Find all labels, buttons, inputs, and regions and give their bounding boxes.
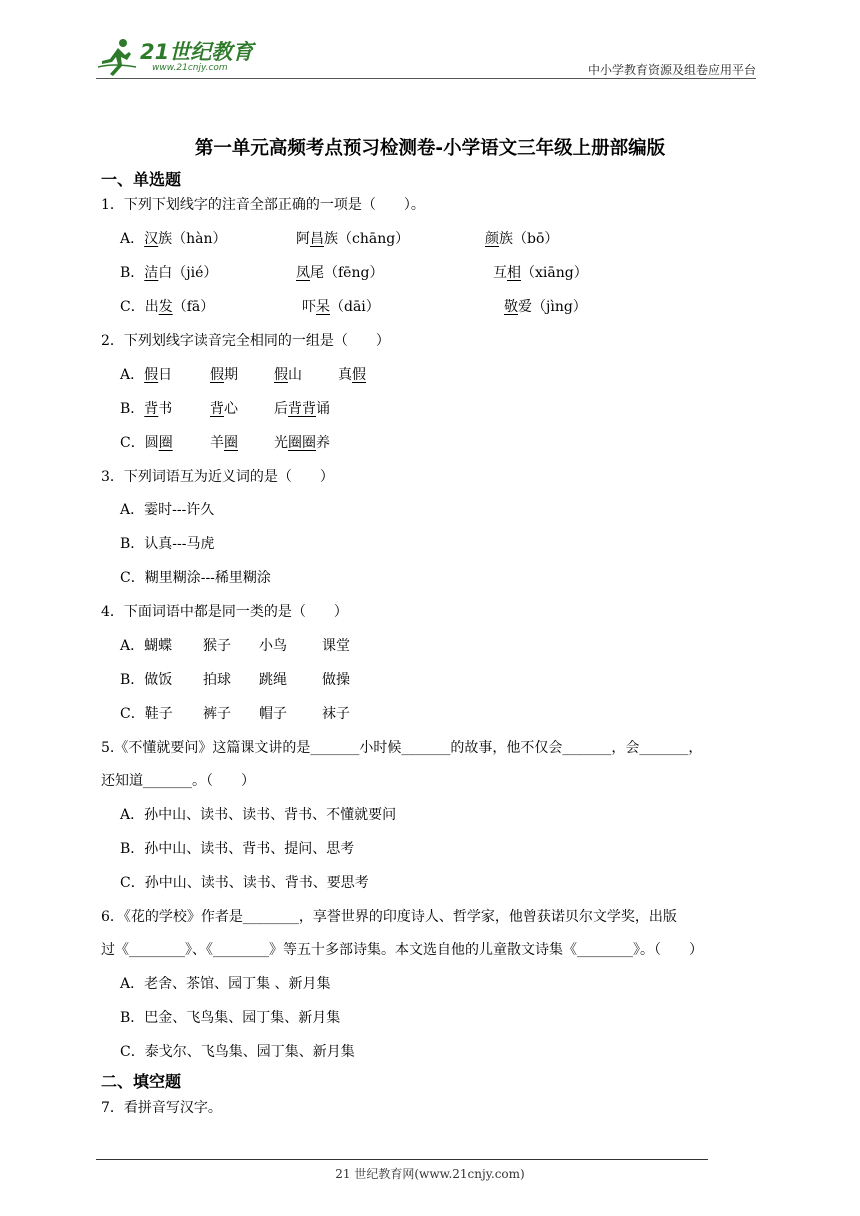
option-word: 做饭 (144, 672, 173, 688)
question-3-option-a[interactable]: A．霎时---许久 (120, 502, 215, 518)
option-word: 猴子 (203, 638, 231, 654)
question-4-option-c[interactable] (120, 704, 350, 724)
option-word: 小鸟 (259, 638, 287, 654)
option-label: A． (120, 367, 145, 383)
option-label: B． (120, 672, 145, 688)
option-text: 出 (144, 299, 159, 315)
question-1-stem: 1．下列下划线字的注音全部正确的一项是（ ）。 (101, 197, 425, 213)
underlined-char: 背 (210, 401, 224, 417)
option-word: 课堂 (322, 638, 350, 654)
option-text: 白（jié） (158, 265, 218, 281)
underlined-char: 颜 (485, 231, 499, 247)
question-6-option-b[interactable]: B．巴金、飞鸟集、园丁集、新月集 (120, 1010, 341, 1026)
question-6-stem-line-2: 过《________》、《________》等五十多部诗集。本文选自他的儿童散文诗集《________》。（ ） (101, 942, 703, 958)
option-text: 期 (224, 367, 238, 383)
option-text: 吓 (302, 299, 316, 315)
option-label: C． (120, 706, 145, 722)
underlined-char: 背 (144, 401, 159, 417)
question-2-option-a[interactable] (120, 365, 366, 385)
underlined-char: 背 (302, 401, 316, 417)
option-word: 跳绳 (259, 672, 287, 688)
question-4-option-a[interactable] (120, 636, 350, 656)
option-label: A． (120, 638, 145, 654)
option-text: 互 (493, 265, 507, 281)
underlined-char: 假 (274, 367, 288, 383)
platform-tagline: 中小学教育资源及组卷应用平台 (587, 63, 756, 77)
question-2-stem: 2．下列划线字读音完全相同的一组是（ ） (101, 333, 390, 349)
question-3-option-b[interactable]: B．认真---马虎 (120, 536, 215, 552)
underlined-char: 圈 (288, 435, 302, 451)
option-text: 日 (158, 367, 173, 383)
option-text: 族（hàn） (158, 231, 227, 247)
underlined-char: 假 (210, 367, 224, 383)
option-text: 心 (224, 401, 238, 417)
page-title: 第一单元高频考点预习检测卷-小学语文三年级上册部编版 (194, 138, 666, 159)
option-text: 山 (288, 367, 302, 383)
option-label: C． (120, 299, 145, 315)
option-text: 族（chāng） (324, 231, 410, 247)
question-2-option-c[interactable] (120, 433, 330, 453)
underlined-char: 圈 (158, 435, 173, 451)
option-word: 蝴蝶 (144, 638, 173, 654)
option-word: 袜子 (322, 706, 350, 722)
question-5-stem-line-1: 5.《不懂就要问》这篇课文讲的是_______小时候_______的故事，他不仅会_______，会_______， (101, 740, 703, 756)
underlined-char: 昌 (310, 231, 324, 247)
footer-divider (96, 1159, 708, 1160)
underlined-char: 呆 (316, 299, 330, 315)
option-label: B． (120, 265, 145, 281)
logo-wordmark: 21世纪教育 (140, 40, 254, 64)
site-logo[interactable] (96, 34, 253, 80)
underlined-char: 假 (352, 367, 366, 383)
option-text: 爱（jìng） (518, 299, 587, 315)
option-label: C． (120, 435, 145, 451)
header-divider (96, 78, 756, 79)
option-text: 圆 (144, 435, 159, 451)
question-3-option-c[interactable]: C．糊里糊涂---稀里糊涂 (120, 570, 271, 586)
option-text: 阿 (296, 231, 310, 247)
question-2-option-b[interactable] (120, 399, 330, 419)
underlined-char: 凤 (296, 265, 310, 281)
question-5-stem-line-2: 还知道_______。（ ） (101, 773, 255, 789)
page-footer[interactable]: 21 世纪教育网(www.21cnjy.com) (335, 1167, 525, 1181)
question-4-stem: 4．下面词语中都是同一类的是（ ） (101, 604, 348, 620)
logo-url: www.21cnjy.com (152, 63, 228, 73)
option-text: 羊 (210, 435, 224, 451)
question-3-stem: 3．下列词语互为近义词的是（ ） (101, 469, 334, 485)
question-5-option-b[interactable]: B．孙中山、读书、背书、提问、思考 (120, 841, 355, 857)
underlined-char: 汉 (144, 231, 159, 247)
section-heading-single-choice: 一、单选题 (101, 170, 182, 189)
option-text: 光 (274, 435, 288, 451)
option-text: （dāi） (330, 299, 380, 315)
page-header (96, 34, 756, 80)
option-word: 做操 (322, 672, 350, 688)
underlined-char: 相 (507, 265, 521, 281)
option-text: 尾（fēng） (310, 265, 384, 281)
underlined-char: 敬 (504, 299, 518, 315)
option-label: A． (120, 231, 145, 247)
question-6-option-c[interactable]: C．泰戈尔、飞鸟集、园丁集、新月集 (120, 1044, 355, 1060)
option-label: B． (120, 401, 145, 417)
question-6-stem-line-1: 6．《花的学校》作者是________，享誉世界的印度诗人、哲学家，他曾获诺贝尔文学奖，出版 (101, 909, 677, 925)
question-1-option-a[interactable] (120, 229, 559, 249)
question-5-option-c[interactable]: C．孙中山、读书、读书、背书、要思考 (120, 875, 369, 891)
option-text: （xiāng） (521, 265, 588, 281)
section-heading-fill-blank: 二、填空题 (101, 1072, 182, 1091)
option-word: 鞋子 (144, 706, 173, 722)
option-text: 养 (316, 435, 330, 451)
underlined-char: 洁 (144, 265, 159, 281)
underlined-char: 圈 (302, 435, 316, 451)
question-4-option-b[interactable] (120, 670, 350, 690)
underlined-char: 圈 (224, 435, 238, 451)
question-1-option-c[interactable] (120, 297, 587, 317)
question-6-option-a[interactable]: A．老舍、茶馆、园丁集 、新月集 (120, 976, 331, 992)
underlined-char: 发 (158, 299, 173, 315)
option-text: 真 (338, 367, 352, 383)
underlined-char: 假 (144, 367, 159, 383)
option-word: 裤子 (203, 706, 231, 722)
question-5-option-a[interactable]: A．孙中山、读书、读书、背书、不懂就要问 (120, 807, 397, 823)
option-text: 族（bō） (499, 231, 559, 247)
option-word: 帽子 (259, 706, 287, 722)
option-text: 诵 (316, 401, 330, 417)
underlined-char: 背 (288, 401, 302, 417)
option-text: （fā） (172, 299, 215, 315)
option-text: 书 (158, 401, 173, 417)
option-word: 拍球 (203, 672, 231, 688)
question-1-option-b[interactable] (120, 263, 588, 283)
question-7-stem: 7．看拼音写汉字。 (101, 1100, 222, 1116)
option-text: 后 (274, 401, 288, 417)
runner-logo-icon (96, 37, 138, 77)
